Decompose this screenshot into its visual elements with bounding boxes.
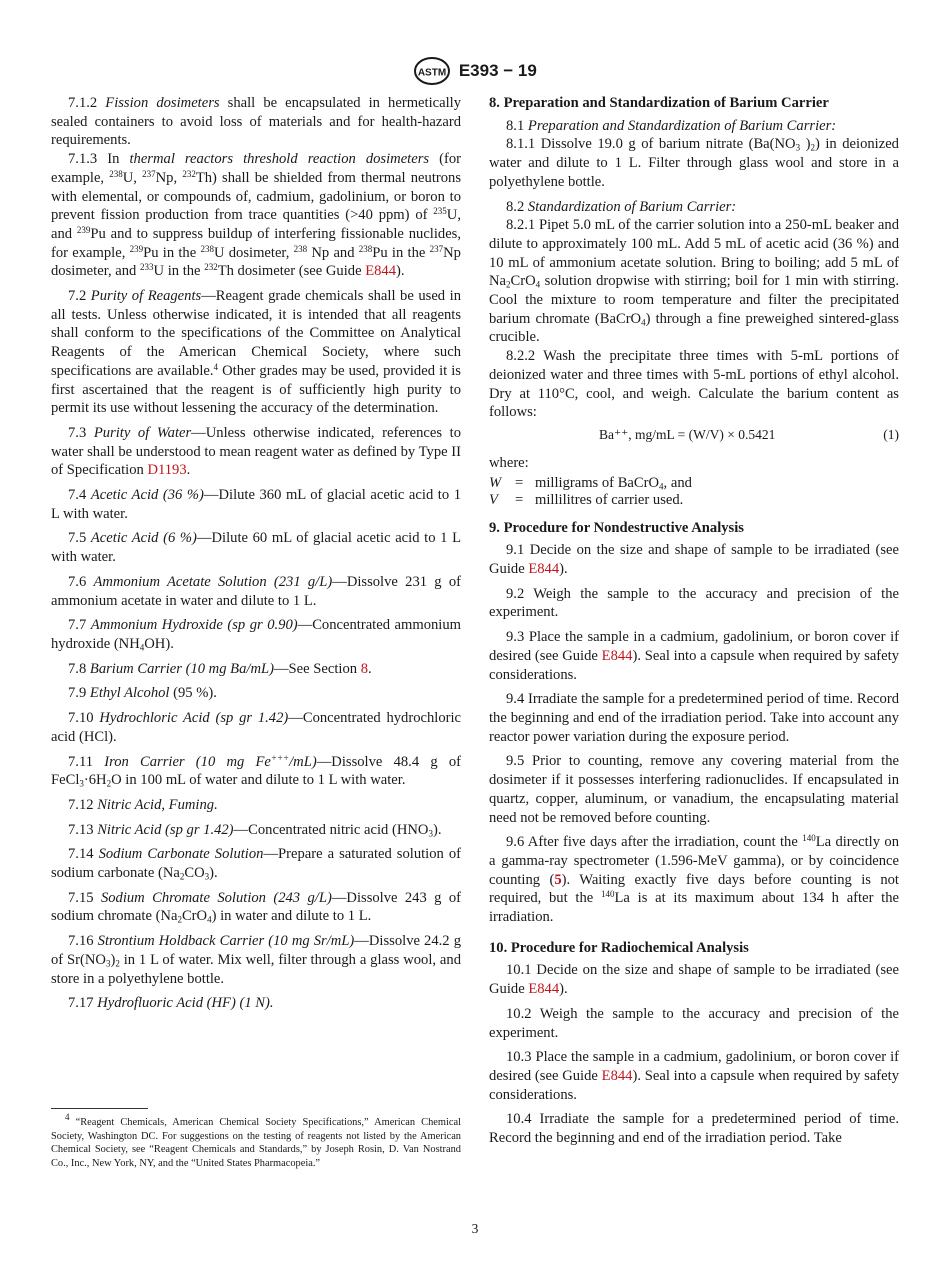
para-8-2-1: 8.2.1 Pipet 5.0 mL of the carrier solution into a 250-mL beaker and dilute to approximately 100 mL. Add 5 mL of acetic acid (36 %) and 10 mL of ammonium acetate solution. Bring to boiling; add 5 mL of $Na_2CrO_4$ solution dropwise with stirring; boil for 1 min with stirring. Cool the mixture to room temperature and filter the precipitated barium chromate (BaCrO$_4$) through a fine preweighed sintered-glass crucible. [489,217,899,346]
para-8-1: 8.1 Preparation and Standardization of Barium Carrier: [506,117,837,134]
section-10-heading: 10. Procedure for Radiochemical Analysis [489,939,749,956]
para-7-16: 7.16 Strontium Holdback Carrier (10 mg Sr/mL)—Dissolve 24.2 g of $Sr(NO_3)_2$ in 1 L of water. Mix well, filter through a glass wool, and store in a polyethylene bottle. [51,933,461,987]
para-7-17: 7.17 Hydrofluoric Acid (HF) (1 N). [68,995,274,1012]
para-10-3: 10.3 Place the sample in a cadmium, gadolinium, or boron cover if desired (see Guide E844). Seal into a capsule when required by safety considerations. [489,1049,899,1103]
footnote-4: $^4$ “Reagent Chemicals, American Chemical Society Specifications,” American Chemical Society, Washington DC. For suggestions on the testing of reagents not listed by the American Chemical Society, see “Reagent Chemicals and Standards,” by Joseph Rosin, D. Van Nostrand Co., Inc., New York, NY, and the “United States Pharmacopeia.” [51,1112,461,1169]
para-8-1-1: 8.1.1 Dissolve 19.0 g of barium nitrate ($Ba(NO_3$ )$_2$) in deionized water and dilute to 1 L. Filter through glass wool and store in a polyethylene bottle. [489,136,899,190]
svg-text:ASTM: ASTM [418,67,447,79]
para-10-2: 10.2 Weigh the sample to the accuracy and precision of the experiment. [489,1005,899,1041]
para-7-14: 7.14 Sodium Carbonate Solution—Prepare a saturated solution of sodium carbonate $(Na_2CO_3)$. [51,846,462,882]
right-column [489,94,899,1154]
page-header [0,56,950,86]
footnote-divider [51,1108,148,1109]
para-8-2-2: 8.2.2 Wash the precipitate three times with 5-mL portions of deionized water and three times with 5-mL portions of ethyl alcohol. Dry at 110°C, cool, and weigh. Calculate the barium content as follows: [489,348,899,421]
equation-body: Ba⁺⁺, mg/mL = (W/V) × 0.5421 [599,426,776,442]
para-7-10: 7.10 Hydrochloric Acid (sp gr 1.42)—Concentrated hydrochloric acid (HCl). [51,710,462,745]
para-7-7: 7.7 Ammonium Hydroxide (sp gr 0.90)—Concentrated ammonium hydroxide $(NH_4OH)$. [51,617,461,653]
para-9-3: 9.3 Place the sample in a cadmium, gadolinium, or boron cover if desired (see Guide E844). Seal into a capsule when required by safety considerations. [489,629,899,683]
link-section-8[interactable]: 8 [360,660,368,677]
para-7-11: 7.11 Iron Carrier (10 mg Fe+++/mL)—Dissolve 48.4 g of $FeCl_3\cdot 6H_2O$ in 100 mL of water and dilute to 1 L with water. [51,752,461,789]
para-7-5: 7.5 Acetic Acid (6 %)—Dilute 60 mL of glacial acetic acid to 1 L with water. [51,530,461,566]
link-e844[interactable]: E844 [601,1067,633,1084]
section-9-heading: 9. Procedure for Nondestructive Analysis [489,519,744,536]
para-8-2: 8.2 Standardization of Barium Carrier: [506,198,737,215]
para-7-15: 7.15 Sodium Chromate Solution (243 g/L)—Dissolve 243 g of sodium chromate $(Na_2CrO_4)$ in water and dilute to 1 L. [51,889,461,926]
para-9-6: 9.6 After five days after the irradiation, count the $^{140}$La directly on a gamma-ray spectrometer (1.596-MeV gamma), or by coincidence counting (5). Waiting exactly five days before counting is not required, but the $^{140}$La is at its maximum about 134 h after the irradiation. [489,833,899,926]
para-9-5: 9.5 Prior to counting, remove any covering material from the dosimeter if it possesses interfering radionuclides. If encapsulated in quartz, copper, aluminum, or vanadium, the encapsulating material need not be removed before counting. [489,753,899,826]
link-e844[interactable]: E844 [528,981,560,998]
section-8-heading: 8. Preparation and Standardization of Barium Carrier [489,95,829,111]
para-7-6: 7.6 Ammonium Acetate Solution (231 g/L)—Dissolve 231 g of ammonium acetate in water and dilute to 1 L. [51,573,461,609]
para-7-1-3: 7.1.3 In thermal reactors threshold reaction dosimeters (for example, $^{238}$U, $^{237}$Np, $^{232}$Th) shall be shielded from thermal neutrons with elemental, or compounds of, cadmium, gadolinium, or boron to prevent fission production from trace quantities (>40 ppm) of $^{235}$U, and $^{239}$Pu and to suppress buildup of interfering fissionable nuclides, for example, $^{239}$Pu in the $^{238}$U dosimeter, $^{238}$ Np and $^{238}$Pu in the $^{237}$Np dosimeter, and $^{233}$U in the $^{232}$Th dosimeter (see Guide E844). [51,151,462,280]
footnote-ref-4: 4 [213,361,219,372]
link-d1193[interactable]: D1193 [147,462,187,479]
para-10-4: 10.4 Irradiate the sample for a predetermined period of time. Record the beginning and end of the irradiation period. Take [489,1111,899,1147]
document-number: E393 − 19 [458,60,537,80]
para-7-4: 7.4 Acetic Acid (36 %)—Dilute 360 mL of glacial acetic acid to 1 L with water. [51,487,461,522]
reference-5-link[interactable]: 5 [554,871,562,888]
para-9-2: 9.2 Weigh the sample to the accuracy and precision of the experiment. [489,585,899,621]
para-7-8: 7.8 Barium Carrier (10 mg Ba/mL)—See Section 8. [68,660,372,677]
equation-number: (1) [883,426,899,442]
definition-v: V = millilitres of carrier used. [489,491,684,508]
para-7-9: 7.9 Ethyl Alcohol (95 %). [68,685,217,702]
left-column [51,94,461,1019]
para-9-1: 9.1 Decide on the size and shape of sample to be irradiated (see Guide E844). [489,542,899,578]
para-7-12: 7.12 Nitric Acid, Fuming. [68,796,218,813]
where-label: where: [489,454,529,471]
link-e844[interactable]: E844 [528,561,560,578]
definition-w: W = milligrams of BaCrO$_4$, and [489,474,692,492]
link-e844[interactable]: E844 [601,647,633,664]
para-7-1-2: 7.1.2 Fission dosimeters shall be encapsulated in hermetically sealed containers to avoid loss of materials and for health-hazard requirements. [51,95,461,149]
equation-1 [489,426,899,446]
para-7-2: 7.2 Purity of Reagents—Reagent grade chemicals shall be used in all tests. Unless otherwise indicated, it is intended that all reagents shall conform to the specifications of the Committee on Analytical Reagents of the American Chemical Society, where such specifications are available.$^4$ Other grades may be used, provided it is first ascertained that the reagent is of sufficiently high purity to permit its use without lessening the accuracy of the determination. [51,288,461,417]
para-10-1: 10.1 Decide on the size and shape of sample to be irradiated (see Guide E844). [489,962,899,998]
page-number: 3 [471,1221,479,1236]
link-e844[interactable]: E844 [365,263,397,280]
para-7-3: 7.3 Purity of Water—Unless otherwise indicated, references to water shall be understood to mean reagent water as defined by Type II of Specification D1193. [51,424,461,479]
astm-logo-icon [413,56,451,86]
para-9-4: 9.4 Irradiate the sample for a predetermined period of time. Record the beginning and end of the irradiation period. Take into account any reactor power variation during the exposure period. [489,691,899,745]
para-7-13: 7.13 Nitric Acid (sp gr 1.42)—Concentrated nitric acid $(HNO_3)$. [68,821,442,839]
